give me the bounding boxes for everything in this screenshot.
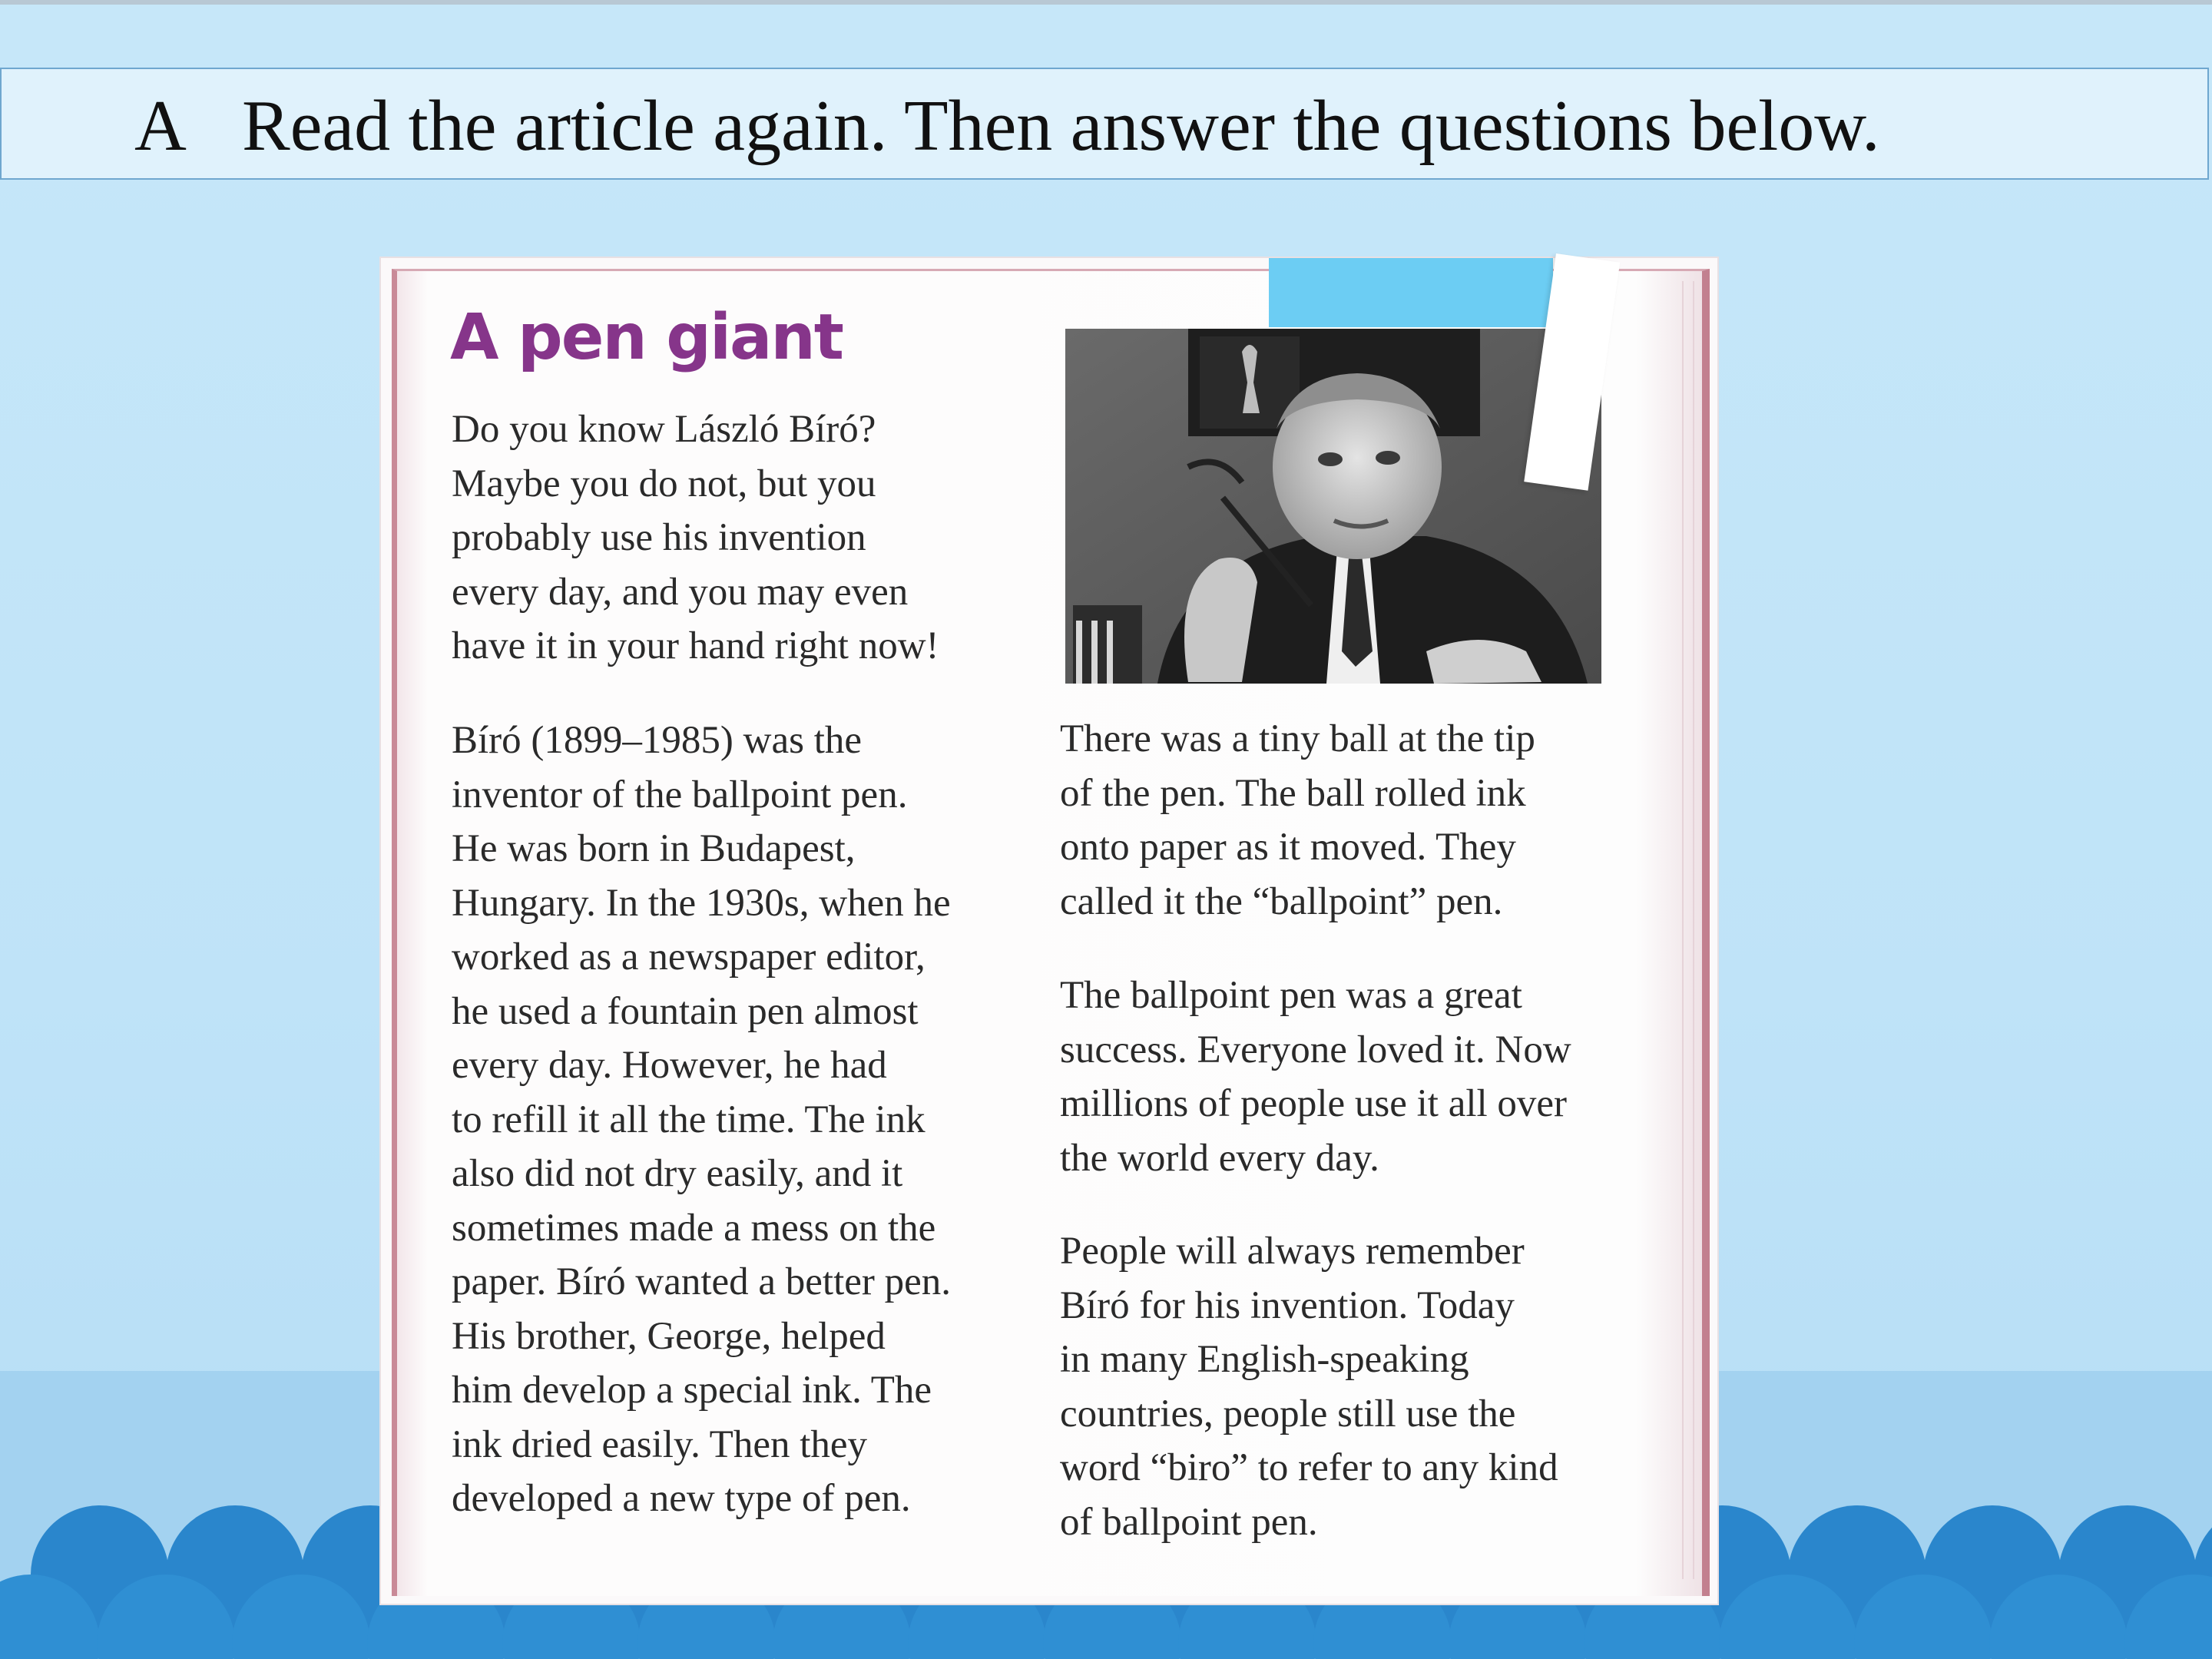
article-paragraph-legacy: People will always remember Bíró for his invention. Today in many English-speaking countries, people still use the word “biro” to refer to any kind of ballpoint pen. bbox=[1060, 1230, 1558, 1544]
article-paragraph-intro: Do you know László Bíró? Maybe you do not, but you probably use his invention every day, and you may even have it in your hand right now! bbox=[452, 408, 939, 667]
blue-tape bbox=[1269, 258, 1553, 327]
article-title: A pen giant bbox=[450, 301, 843, 374]
top-strip bbox=[0, 0, 2212, 5]
exercise-letter: A bbox=[134, 86, 187, 166]
portrait-photo bbox=[1065, 329, 1601, 684]
article-paragraph-ballpoint: There was a tiny ball at the tip of the pen. The ball rolled ink onto paper as it moved. They called it the “ballpoint” pen. bbox=[1060, 717, 1535, 923]
page-edges bbox=[1682, 281, 1694, 1579]
instruction-text: Read the article again. Then answer the questions below. bbox=[242, 86, 1880, 166]
article-paragraph-biography: Bíró (1899–1985) was the inventor of the ballpoint pen. He was born in Budapest, Hungary. In the 1930s, when he worked as a newspaper editor, he used a fountain pen almost every day. However, he had to refill it all the time. The ink also did not dry easily, and it sometimes made a mess on the paper. Bíró wanted a better pen. His brother, George, helped him develop a special ink. The ink dried easily. Then they developed a new type of pen. bbox=[452, 719, 952, 1520]
article-paragraph-success: The ballpoint pen was a great success. Everyone loved it. Now millions of people use it all over the world every day. bbox=[1060, 974, 1571, 1180]
